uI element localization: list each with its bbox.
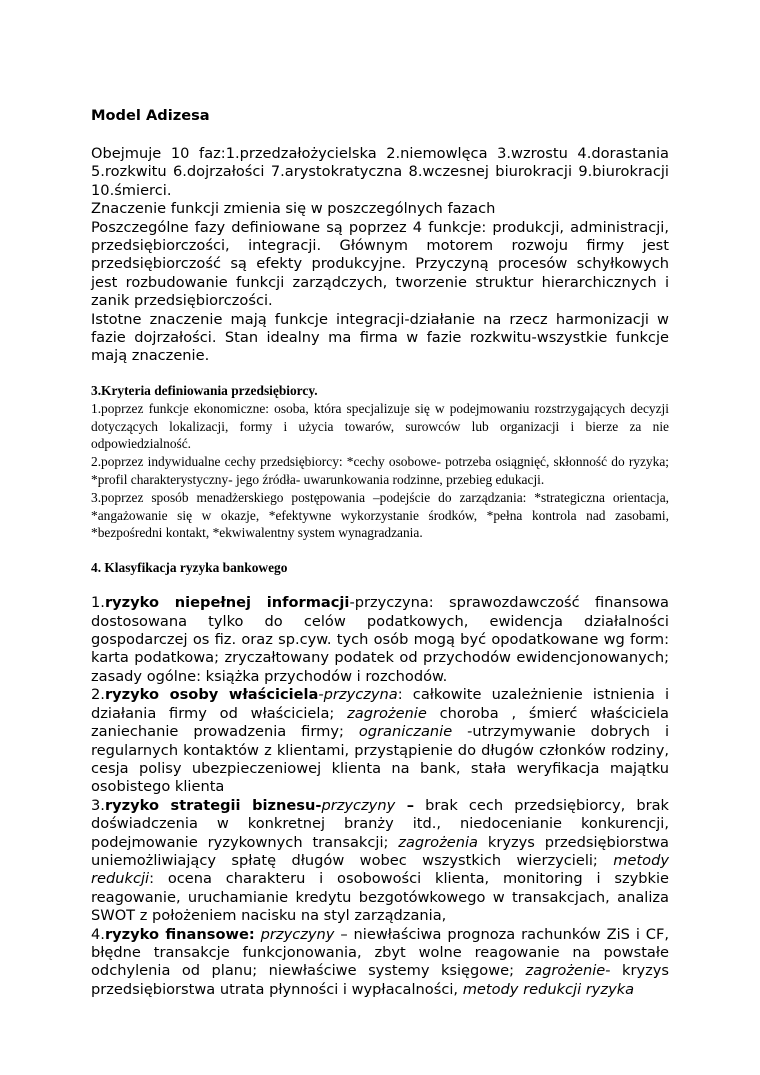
risk-item-term: ryzyko niepełnej informacji bbox=[104, 594, 350, 612]
section-3-heading: 3.Kryteria definiowania przedsiębiorcy. bbox=[91, 382, 318, 398]
section-3 bbox=[91, 382, 669, 542]
intro-block bbox=[91, 145, 669, 366]
risk-item-3 bbox=[91, 797, 669, 926]
risk-item-text: choroba , śmierć właściciela zaniechanie prowadzenia firmy; bbox=[91, 704, 669, 741]
risk-item-text: -utrzymywanie dobrych i regularnych kontaktów z klientami, przystąpienie do długów członków rodziny, cesja polisy ubezpieczeniowej klienta na bank, stała weryfikacja majątku osobistego klienta bbox=[91, 723, 669, 796]
risk-item-number: 2. bbox=[91, 686, 105, 704]
section-3-item-1: 1.poprzez funkcje ekonomiczne: osoba, która specjalizuje się w podejmowaniu rozstrzygających decyzji dotyczących lokalizacji, formy i użycia towarów, surowców lub organizacji i bierze za nie odpowiedzialność. bbox=[91, 400, 669, 452]
risk-item-4 bbox=[91, 926, 669, 1000]
intro-four-functions-paragraph: Poszczególne fazy definiowane są poprzez 4 funkcje: produkcji, administracji, przedsiębiorczości, integracji. Głównym motorem rozwoju firmy jest przedsiębiorczość są efekty produkcyjne. Przyczyną procesów schyłkowych jest rozbudowanie funkcji zarządczych, tworzenie struktur hierarchicznych i zanik przedsiębiorczości. bbox=[91, 218, 669, 310]
risk-item-text: kryzys przedsiębiorstwa uniemożliwiający spłatę długów wobec wszystkich wierzycieli; bbox=[91, 833, 669, 869]
risk-item-label: zagrożenie bbox=[525, 962, 606, 980]
risk-list bbox=[91, 594, 669, 999]
risk-item-text: brak cech przedsiębiorcy, brak doświadczenia w konkretnej branży itd., niedocenianie konkurencji, podejmowanie ryzykownych transakcji; bbox=[91, 796, 669, 851]
risk-item-text: : ocena charakteru i osobowości klienta, monitoring i szybkie reagowanie, uruchamianie kredytu bezgotówkowego w transakcjach, analiza SWOT z położeniem nacisku na styl zarządzania, bbox=[91, 870, 669, 925]
section-3-item-2: 2.poprzez indywidualne cechy przedsiębiorcy: *cechy osobowe- potrzeba osiągnięć, skłonność do ryzyka; *profil charakterystyczny- jego źródła- uwarunkowania rodzinne, przebieg edukacji. bbox=[91, 454, 669, 488]
risk-item-text: : całkowite uzależnienie istnienia i działania firmy od właściciela; bbox=[91, 686, 669, 722]
risk-item-label: przyczyny bbox=[260, 925, 335, 943]
risk-item-number: 3. bbox=[91, 796, 105, 814]
risk-item-label: zagrożenia bbox=[398, 833, 478, 851]
risk-item-2 bbox=[91, 686, 669, 796]
page-title: Model Adizesa bbox=[91, 107, 210, 124]
section-3-item-3: 3.poprzez sposób menadżerskiego postępowania –podejście do zarządzania: *strategiczna orientacja, *angażowanie się w okazje, *efektywne wykorzystanie środków, *pełna kontrola nad zasobami, *bezpośredni kontakt, *ekwiwalentny system wynagradzania. bbox=[91, 489, 669, 541]
risk-item-term: ryzyko finansowe: bbox=[104, 925, 255, 943]
document-page bbox=[91, 107, 669, 999]
risk-item-label: zagrożenie bbox=[347, 704, 427, 722]
risk-item-text: - kryzys przedsiębiorstwa utrata płynności i wypłacalności, bbox=[91, 962, 669, 998]
risk-item-label: przyczyny bbox=[321, 796, 396, 814]
risk-item-dash: – bbox=[395, 796, 415, 814]
risk-item-text: -przyczyna: sprawozdawczość finansowa dostosowana tylko do celów podatkowych, ewidencja działalności gospodarczej os fiz. oraz sp.cyw. tych osób mogą być opodatkowane wg form: karta podatkowa; zryczałtowany podatek od przychodów ewidencjonowanych; zasady ogólne: książka przychodów i rozchodów. bbox=[91, 594, 669, 685]
section-4 bbox=[91, 559, 669, 999]
risk-item-term: ryzyko strategii biznesu- bbox=[104, 796, 322, 814]
risk-item-number: 4. bbox=[91, 925, 105, 943]
risk-item-label: metody redukcji bbox=[91, 851, 669, 888]
risk-item-term: ryzyko osoby właściciela bbox=[104, 686, 319, 704]
risk-item-label: -przyczyna bbox=[318, 686, 398, 704]
risk-item-number: 1. bbox=[91, 594, 105, 612]
intro-phases-paragraph: Obejmuje 10 faz:1.przedzałożycielska 2.niemowlęca 3.wzrostu 4.dorastania 5.rozkwitu 6.dojrzałości 7.arystokratyczna 8.wczesnej biurokracji 9.biurokracji 10.śmierci. bbox=[91, 145, 669, 199]
intro-integration-paragraph: Istotne znaczenie mają funkcje integracji-działanie na rzecz harmonizacji w fazie dojrzałości. Stan idealny ma firma w fazie rozkwitu-wszystkie funkcje mają znaczenie. bbox=[91, 310, 669, 365]
risk-item-label: ograniczanie bbox=[358, 723, 453, 741]
risk-item-label: metody redukcji ryzyka bbox=[462, 980, 635, 998]
section-4-heading: 4. Klasyfikacja ryzyka bankowego bbox=[91, 560, 288, 576]
intro-functions-change-paragraph: Znaczenie funkcji zmienia się w poszczególnych fazach bbox=[91, 200, 496, 218]
risk-item-text: – niewłaściwa prognoza rachunków ZiS i CF, błędne transakcje funkcjonowania, zbyt wolne reagowanie na powstałe odchylenia od planu; niewłaściwe systemy księgowe; bbox=[91, 925, 670, 980]
risk-item-1 bbox=[91, 594, 669, 686]
